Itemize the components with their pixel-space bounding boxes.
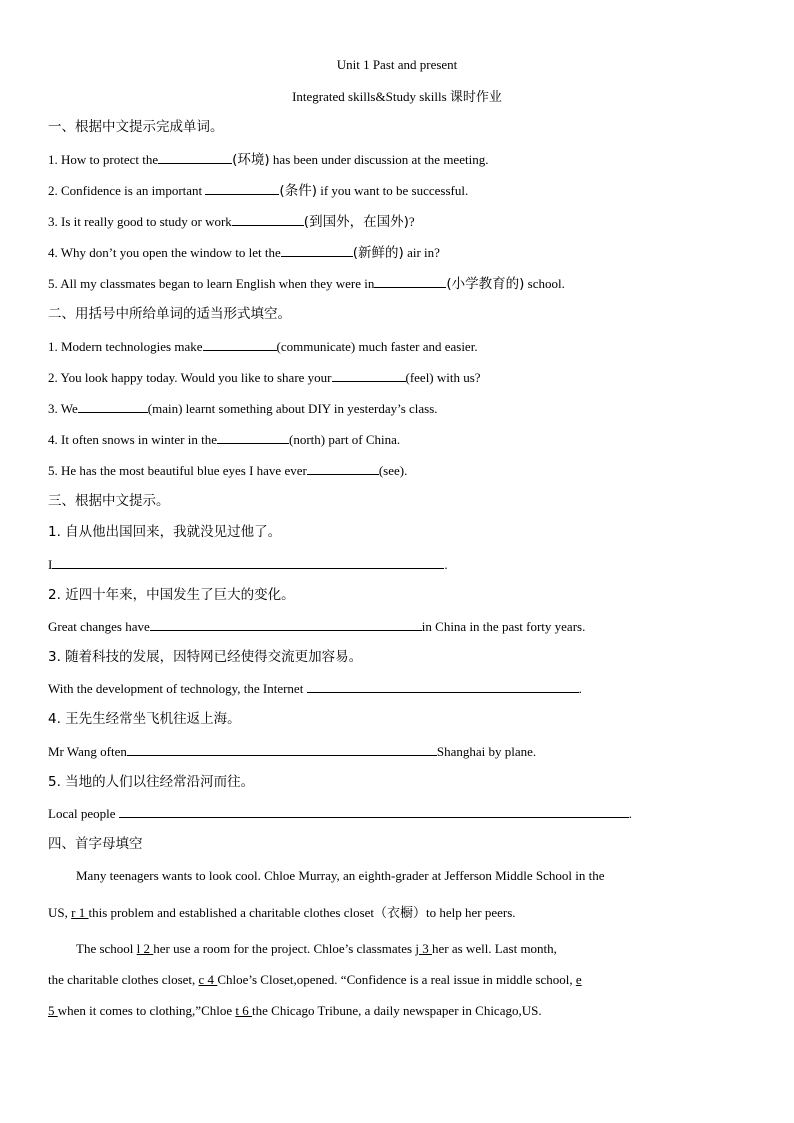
s1-item-1: 1. How to protect the (环境) has been under discussion at the meeting. bbox=[48, 152, 489, 168]
passage-line-2: US, r 1 this problem and established a charitable clothes closet（衣橱）to help her peers. bbox=[48, 905, 516, 920]
s2-item-1: 1. Modern technologies make (communicate) much faster and easier. bbox=[48, 339, 478, 354]
answer-blank[interactable] bbox=[119, 804, 629, 818]
passage-line-1: Many teenagers wants to look cool. Chloe Murray, an eighth-grader at Jefferson Middle School in the bbox=[76, 868, 605, 883]
blank-4[interactable]: c 4 bbox=[198, 972, 218, 987]
section4-heading: 四、首字母填空 bbox=[48, 836, 143, 852]
answer-blank[interactable] bbox=[332, 368, 406, 382]
blank-5-letter[interactable]: e bbox=[575, 972, 582, 987]
s3-prompt-2: 2. 近四十年来，中国发生了巨大的变化。 bbox=[48, 587, 295, 603]
section1-heading: 一、根据中文提示完成单词。 bbox=[48, 119, 224, 135]
answer-blank[interactable] bbox=[281, 243, 353, 257]
answer-blank[interactable] bbox=[307, 461, 379, 475]
s3-answer-1: I . bbox=[48, 557, 448, 572]
page-subtitle: Integrated skills&Study skills 课时作业 bbox=[292, 89, 502, 104]
blank-6[interactable]: t 6 bbox=[235, 1003, 253, 1018]
answer-blank[interactable] bbox=[374, 274, 446, 288]
passage-line-5: 5 when it comes to clothing,”Chloe t 6 the Chicago Tribune, a daily newspaper in Chicago,US. bbox=[48, 1003, 542, 1018]
s3-answer-3: With the development of technology, the Internet . bbox=[48, 681, 582, 696]
s3-prompt-4: 4. 王先生经常坐飞机往返上海。 bbox=[48, 711, 241, 727]
s3-answer-4: Mr Wang often Shanghai by plane. bbox=[48, 744, 537, 759]
answer-blank[interactable] bbox=[205, 181, 279, 195]
s1-item-5: 5. All my classmates began to learn English when they were in (小学教育的) school. bbox=[48, 276, 565, 292]
s3-answer-5: Local people . bbox=[48, 806, 632, 821]
s3-prompt-5: 5. 当地的人们以往经常沿河而往。 bbox=[48, 774, 255, 790]
answer-blank[interactable] bbox=[307, 679, 579, 693]
page-title: Unit 1 Past and present bbox=[336, 57, 458, 72]
s2-item-5: 5. He has the most beautiful blue eyes I have ever (see). bbox=[48, 463, 408, 478]
answer-blank[interactable] bbox=[127, 742, 437, 756]
s1-item-2: 2. Confidence is an important (条件) if you want to be successful. bbox=[48, 183, 469, 199]
answer-blank[interactable] bbox=[150, 617, 422, 631]
answer-blank[interactable] bbox=[158, 150, 232, 164]
blank-2[interactable]: l 2 bbox=[136, 941, 154, 956]
s2-item-4: 4. It often snows in winter in the (north) part of China. bbox=[48, 432, 401, 447]
s2-item-3: 3. We (main) learnt something about DIY in yesterday’s class. bbox=[48, 401, 438, 416]
blank-5[interactable]: 5 bbox=[48, 1003, 58, 1018]
s1-item-3: 3. Is it really good to study or work (到国外，在国外)? bbox=[48, 214, 415, 230]
s3-prompt-3: 3. 随着科技的发展，因特网已经使得交流更加容易。 bbox=[48, 649, 363, 665]
blank-1[interactable]: r 1 bbox=[71, 905, 89, 920]
answer-blank[interactable] bbox=[217, 430, 289, 444]
s3-answer-2: Great changes have in China in the past forty years. bbox=[48, 619, 586, 634]
s2-item-2: 2. You look happy today. Would you like to share your (feel) with us? bbox=[48, 370, 481, 385]
section3-heading: 三、根据中文提示。 bbox=[48, 493, 170, 509]
section2-heading: 二、用括号中所给单词的适当形式填空。 bbox=[48, 306, 291, 322]
passage-line-4: the charitable clothes closet, c 4 Chloe’s Closet,opened. “Confidence is a real issue in middle school, e bbox=[48, 972, 582, 987]
s1-item-4: 4. Why don’t you open the window to let the (新鲜的) air in? bbox=[48, 245, 440, 261]
answer-blank[interactable] bbox=[52, 555, 444, 569]
blank-3[interactable]: j 3 bbox=[415, 941, 432, 956]
answer-blank[interactable] bbox=[78, 399, 148, 413]
passage-line-3: The school l 2 her use a room for the project. Chloe’s classmates j 3 her as well. Last month, bbox=[76, 941, 557, 956]
s3-prompt-1: 1. 自从他出国回来，我就没见过他了。 bbox=[48, 524, 282, 540]
answer-blank[interactable] bbox=[203, 337, 277, 351]
answer-blank[interactable] bbox=[232, 212, 304, 226]
